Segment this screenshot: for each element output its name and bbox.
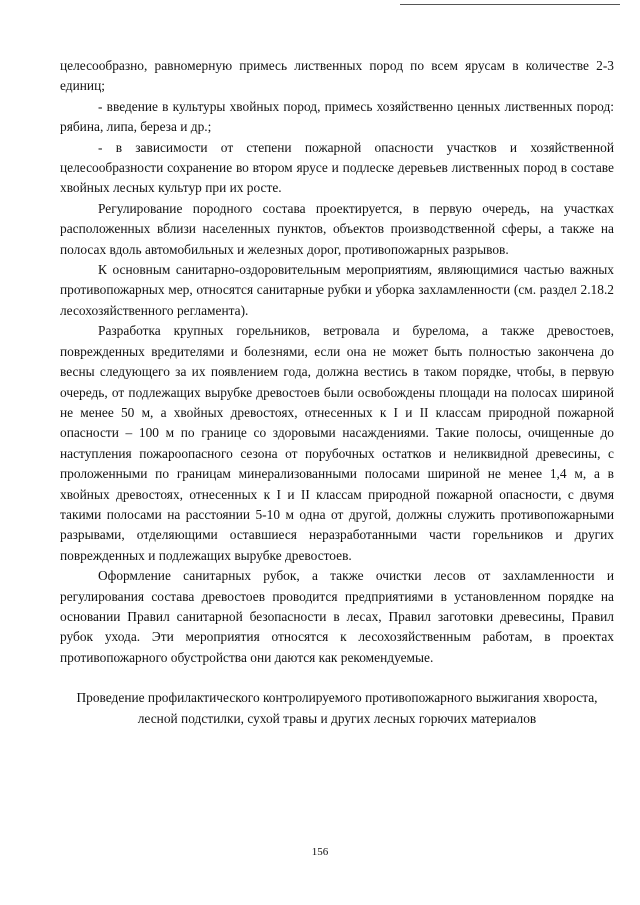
paragraph-burned-areas: Разработка крупных горельников, ветровала и бурелома, а также древостоев, поврежденных вредителями и болезнями, если она не может быть полностью закончена до весны следующего за их появлением года, должна вестись в таком порядке, чтобы, в первую очередь, от подлежащих вырубке древостоев были освобождены площади на полосах шириной не менее 50 м, а хвойных древостоях, отнесенных к I и II классам природной пожарной опасности – 100 м по границе со здоровыми насаждениями. Такие полосы, очищенные до наступления пожароопасного сезона от порубочных остатков и неликвидной древесины, с проложенными по границам минерализованными полосами шириной не менее 1,4 м, а в хвойных древостоях, отнесенных к I и II классам природной пожарной опасности, с двумя такими полосами на расстоянии 5-10 м одна от другой, должны служить противопожарными разрывами, отделяющими оставшиеся неразработанными части горельников и других поврежденных и подлежащих вырубке древостоев.: [60, 323, 614, 563]
section-heading: Проведение профилактического контролируемого противопожарного выжигания хвороста, лесной подстилки, сухой травы и других лесных горючих материалов: [76, 690, 598, 726]
top-rule: [400, 4, 620, 5]
paragraph-continuation: целесообразно, равномерную примесь лиственных пород по всем ярусам в количестве 2-3 единиц;: [60, 58, 614, 94]
page-number: 156: [311, 846, 329, 858]
paragraph-list-item-1: - введение в культуры хвойных пород, примесь хозяйственно ценных лиственных пород: рябина, липа, береза и др.;: [60, 98, 614, 135]
paragraph-sanitary-felling: Оформление санитарных рубок, а также очистки лесов от захламленности и регулирования состава древостоев проводится предприятиями в установленном порядке на основании Правил санитарной безопасности в лесах, Правил заготовки древесины, Правил рубок ухода. Эти мероприятия относятся к лесохозяйственным работам, в проектах противопожарного обустройства они даются как рекомендуемые.: [60, 568, 614, 665]
page-body: [60, 56, 614, 729]
paragraph-list-item-2: - в зависимости от степени пожарной опасности участков и хозяйственной целесообразности сохранение во втором ярусе и подлеске деревьев лиственных пород в составе хвойных лесных культур при их росте.: [60, 139, 614, 196]
paragraph-sanitary-measures: К основным санитарно-оздоровительным мероприятиям, являющимися частью важных противопожарных мер, относятся санитарные рубки и уборка захламленности (см. раздел 2.18.2 лесохозяйственного регламента).: [60, 262, 614, 318]
paragraph-species-regulation: Регулирование породного состава проектируется, в первую очередь, на участках расположенных вблизи населенных пунктов, объектов производственной сферы, а также на полосах вдоль автомобильных и железных дорог, противопожарных разрывов.: [60, 200, 614, 257]
